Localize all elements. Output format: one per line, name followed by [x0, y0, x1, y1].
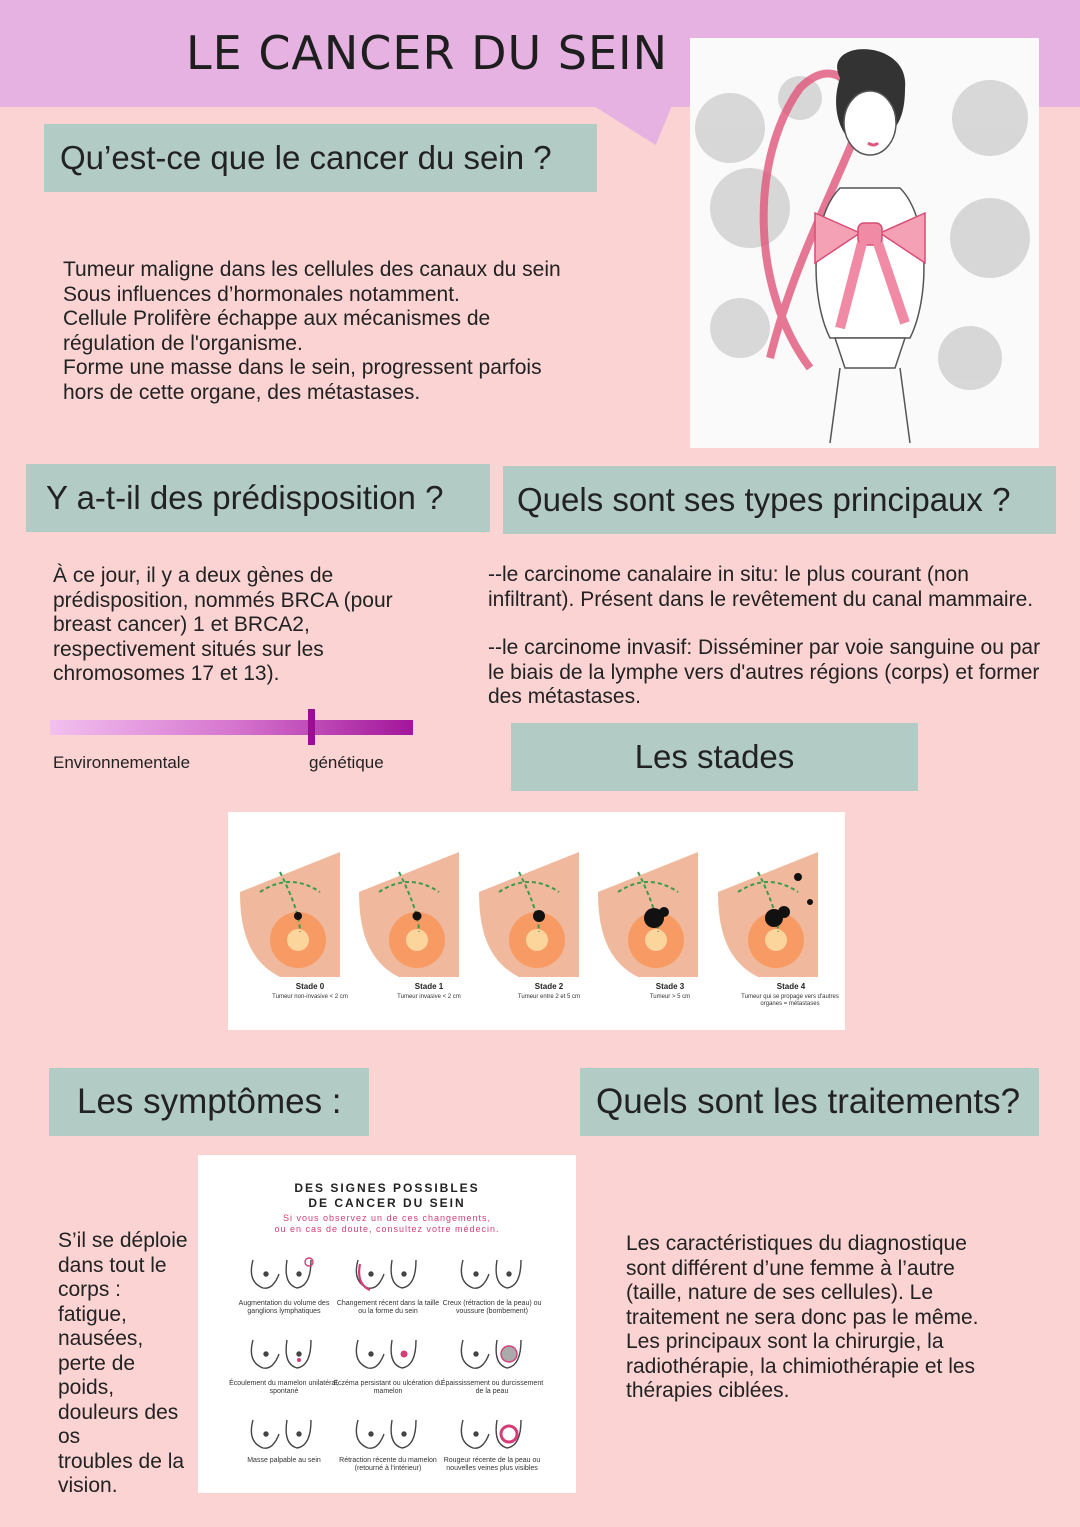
scale-left-label: Environnementale [53, 753, 191, 772]
treatments-line: (taille, nature de ses cellules). Le [626, 1281, 933, 1304]
symptoms-line: douleurs des [58, 1400, 179, 1424]
ribbon-woman-drawing [690, 38, 1039, 448]
sign-caption: Eczéma persistant ou ulcération du mamelon [333, 1380, 443, 1395]
env-genetic-scale-bar [50, 720, 413, 735]
treatments-line: traitement ne sera donc pas le même. [626, 1305, 979, 1329]
symptoms-text [58, 1229, 198, 1499]
signs-title-1: DES SIGNES POSSIBLES [294, 1181, 480, 1195]
signs-panel [198, 1155, 576, 1493]
page-title: LE CANCER DU SEIN [186, 26, 669, 80]
predisposition-line: breast cancer) 1 et BRCA2, [53, 613, 310, 636]
sign-caption: Rougeur récente de la peau ou nouvelles veines plus visibles [443, 1457, 541, 1472]
what-line: Cellule Prolifère échappe aux mécanismes de [63, 307, 491, 330]
woman-ribbon-illustration [690, 38, 1039, 448]
treatments-line: Les caractéristiques du diagnostique [626, 1232, 967, 1255]
symptoms-line: corps : [58, 1278, 122, 1301]
symptoms-line: perte de [58, 1351, 136, 1375]
types-line: --le carcinome invasif: Disséminer par voie sanguine ou par [488, 636, 1041, 659]
what-line: Tumeur maligne dans les cellules des canaux du sein [63, 258, 561, 281]
heading-stages: Les stades [511, 723, 918, 791]
torso-sign [356, 1260, 416, 1290]
treatments-line: sont différent d’une femme à l’autre [626, 1256, 955, 1280]
types-spacer [488, 612, 1078, 636]
predisposition-text [53, 564, 453, 687]
signs-drawings [198, 1155, 576, 1493]
stage-1-label: Stade 1 [414, 982, 444, 991]
stage-2-label: Stade 2 [534, 982, 564, 991]
predisposition-line: prédisposition, nommés BRCA (pour [53, 588, 393, 612]
torso-sign [461, 1340, 521, 1368]
heading-predisposition: Y a-t-il des prédisposition ? [26, 464, 490, 532]
stage-0-caption: Tumeur non-invasive < 2 cm [272, 994, 348, 1000]
env-genetic-scale-marker [308, 709, 315, 745]
sign-caption: Augmentation du volume des ganglions lymphatiques [238, 1300, 330, 1315]
predisposition-line: chromosomes 17 et 13). [53, 662, 280, 685]
treatments-line: radiothérapie, la chimiothérapie et les [626, 1354, 976, 1378]
signs-subtitle-1: Si vous observez un de ces changements, [282, 1213, 492, 1223]
sign-caption: Épaississement ou durcissement de la peau [440, 1380, 544, 1395]
treatments-line: thérapies ciblées. [626, 1379, 790, 1402]
treatments-text [626, 1232, 1066, 1404]
stage-figure [359, 852, 459, 977]
what-line: régulation de l'organisme. [63, 331, 303, 355]
symptoms-line: nausées, [58, 1327, 144, 1350]
stage-4-caption: Tumeur qui se propage vers d'autres organes = métastases [741, 994, 839, 1007]
symptoms-line: os [58, 1425, 81, 1448]
treatments-line: Les principaux sont la chirurgie, la [626, 1330, 944, 1353]
stage-figure [240, 852, 340, 977]
heading-treatments: Quels sont les traitements? [580, 1068, 1039, 1136]
symptoms-line: dans tout le [58, 1253, 167, 1277]
types-line: infiltrant). Présent dans le revêtement du canal mammaire. [488, 587, 1034, 611]
torso-sign [461, 1420, 521, 1448]
sign-caption: Creux (rétraction de la peau) ou voussure (bombement) [442, 1300, 542, 1315]
heading-types: Quels sont ses types principaux ? [503, 466, 1056, 534]
sign-caption: Rétraction récente du mamelon (retourné à l'intérieur) [339, 1457, 437, 1472]
sign-caption: Changement récent dans la taille ou la forme du sein [336, 1300, 440, 1315]
types-line: le biais de la lymphe vers d'autres régions (corps) et former [488, 660, 1040, 684]
torso-sign [251, 1420, 311, 1448]
stage-3-caption: Tumeur > 5 cm [649, 994, 691, 1000]
stage-2-caption: Tumeur entre 2 et 5 cm [517, 994, 581, 1000]
signs-title-2: DE CANCER DU SEIN [308, 1196, 466, 1210]
types-text [488, 563, 1078, 710]
types-line: --le carcinome canalaire in situ: le plus courant (non [488, 563, 969, 586]
stage-0-label: Stade 0 [295, 982, 325, 991]
predisposition-line: À ce jour, il y a deux gènes de [53, 564, 334, 587]
sign-caption: Écoulement du mamelon unilatéral, spontané [229, 1380, 339, 1395]
symptoms-line: S’il se déploie [58, 1229, 188, 1252]
heading-symptoms: Les symptômes : [49, 1068, 369, 1136]
stage-figure [479, 852, 579, 977]
torso-sign [461, 1260, 521, 1288]
torso-sign [251, 1340, 311, 1368]
predisposition-line: respectivement situés sur les [53, 637, 324, 661]
stage-3-label: Stade 3 [655, 982, 685, 991]
what-text [63, 258, 623, 405]
torso-sign [356, 1420, 416, 1448]
torso-sign [251, 1258, 313, 1288]
what-line: hors de cette organe, des métastases. [63, 380, 421, 404]
signs-subtitle-2: ou en cas de doute, consultez votre médecin. [274, 1224, 500, 1234]
symptoms-line: troubles de la [58, 1449, 185, 1473]
scale-right-label: génétique [309, 753, 384, 772]
symptoms-line: poids, [58, 1376, 115, 1399]
symptoms-line: vision. [58, 1474, 118, 1497]
stage-4-label: Stade 4 [776, 982, 806, 991]
stage-figure [598, 852, 698, 977]
sign-caption: Masse palpable au sein [247, 1457, 321, 1464]
stage-1-caption: Tumeur invasive < 2 cm [397, 994, 461, 1000]
torso-sign [356, 1340, 416, 1368]
types-line: des métastases. [488, 685, 641, 708]
symptoms-line: fatigue, [58, 1302, 127, 1326]
stages-panel [228, 812, 845, 1030]
heading-what: Qu’est-ce que le cancer du sein ? [44, 124, 597, 192]
stage-figure [718, 852, 818, 977]
what-line: Sous influences d’hormonales notamment. [63, 282, 460, 306]
what-line: Forme une masse dans le sein, progressent parfois [63, 356, 542, 379]
